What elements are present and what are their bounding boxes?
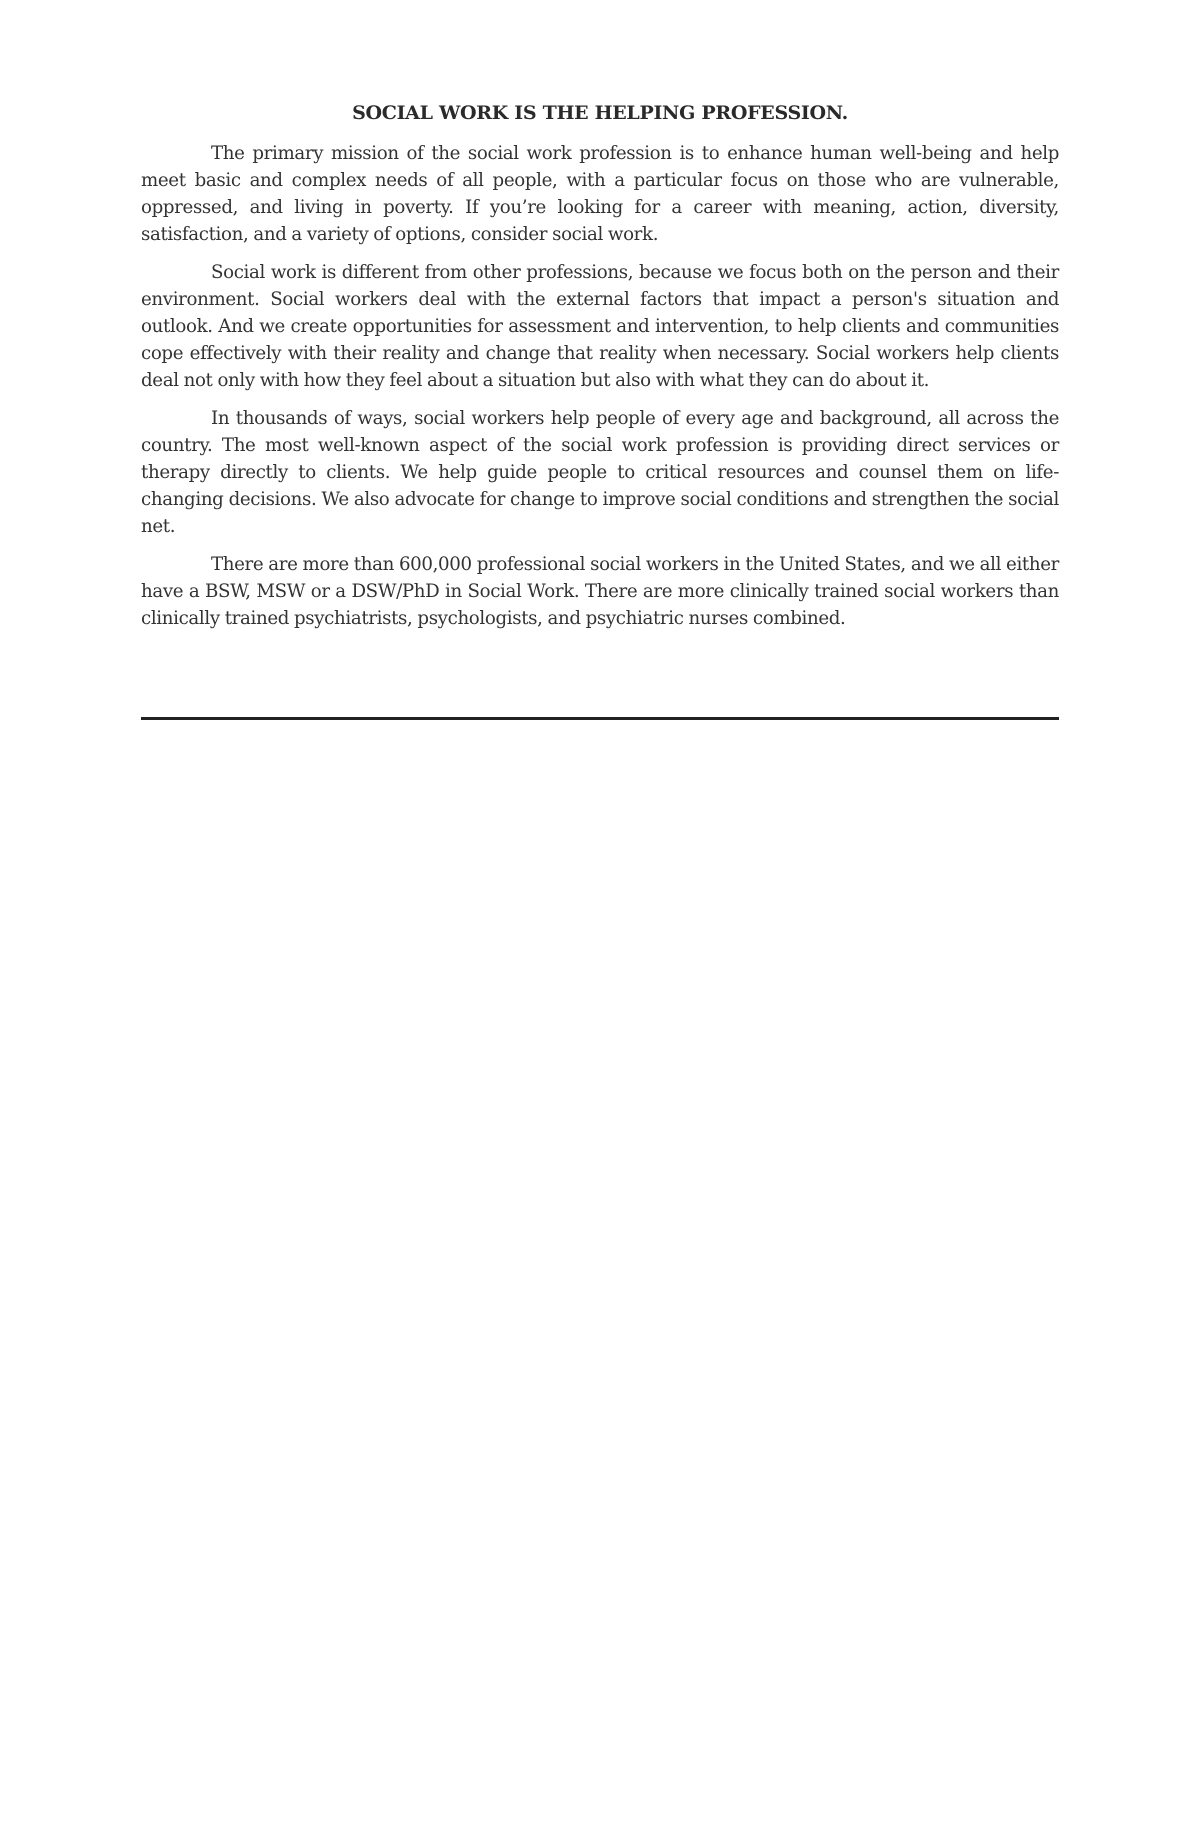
document-body xyxy=(141,140,1059,632)
horizontal-divider xyxy=(141,717,1059,720)
paragraph-statistics: There are more than 600,000 professional social workers in the United States, and we all either have a BSW, MSW or a DSW/PhD in Social Work. There are more clinically trained social workers than clinically trained psychiatrists, psychologists, and psychiatric nurses combined. xyxy=(141,554,1059,629)
document-page xyxy=(141,0,1059,643)
document-title: SOCIAL WORK IS THE HELPING PROFESSION. xyxy=(352,102,848,124)
paragraph-ways: In thousands of ways, social workers help people of every age and background, all across the country. The most well-known aspect of the social work profession is providing direct services or therapy directly to clients. We help guide people to critical resources and counsel them on life-changing decisions. We also advocate for change to improve social conditions and strengthen the social net. xyxy=(141,408,1059,537)
paragraph-mission: The primary mission of the social work profession is to enhance human well-being and help meet basic and complex needs of all people, with a particular focus on those who are vulnerable, oppressed, and living in poverty. If you’re looking for a career with meaning, action, diversity, satisfaction, and a variety of options, consider social work. xyxy=(141,143,1059,245)
paragraph-difference: Social work is different from other professions, because we focus both on the person and their environment. Social workers deal with the external factors that impact a person's situation and outlook. And we create opportunities for assessment and intervention, to help clients and communities cope effectively with their reality and change that reality when necessary. Social workers help clients deal not only with how they feel about a situation but also with what they can do about it. xyxy=(141,262,1059,391)
